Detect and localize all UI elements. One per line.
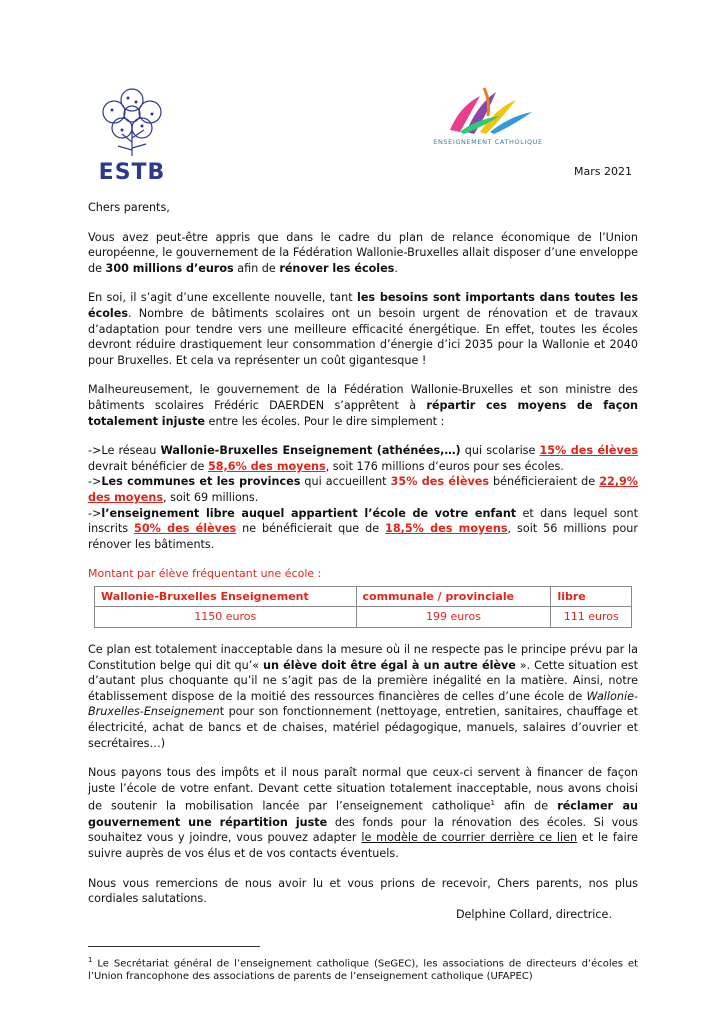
bold-text: les besoins sont importants dans toutes les écoles — [88, 291, 639, 320]
text: afin de — [233, 261, 280, 275]
paragraph-2 — [88, 290, 638, 368]
table-cell: 111 euros — [551, 607, 632, 628]
funding-table — [94, 586, 632, 628]
bullet-item — [88, 474, 638, 505]
bullet-list — [88, 443, 638, 552]
paragraph-1 — [88, 230, 638, 277]
template-letter-link[interactable]: le modèle de courrier derrière ce lien — [361, 831, 578, 845]
text: Nous payons tous des impôts et il nous paraît normal que ceux-ci servent à financer de façon juste l’école de votre enfant. Devant cette situation totalement inacceptable, nous avons choisi de soutenir la mobilisation lancée par l’enseignement catholique — [88, 766, 638, 814]
table-row — [95, 607, 632, 628]
footnote-divider — [88, 946, 260, 947]
paragraph-5 — [88, 765, 638, 861]
text: bénéficieraient de — [488, 475, 600, 489]
text: Malheureusement, le gouvernement de la Fédération Wallonie-Bruxelles et son ministre des bâtiments scolaires Frédéric DAERDEN s’apprêtent à — [88, 383, 638, 412]
table-caption: Montant par élève fréquentant une école : — [88, 567, 322, 581]
text: -> — [88, 506, 102, 520]
estb-logo — [88, 84, 176, 184]
bold-text: rénover les écoles — [279, 261, 395, 275]
tree-icon — [88, 84, 176, 164]
text: , soit 176 millions d’euros pour ses écoles. — [325, 459, 564, 473]
text: entre les écoles. Pour le dire simplement : — [205, 414, 445, 428]
highlight-funds: 58,6% des moyens — [207, 459, 326, 473]
highlight-students: 35% des élèves — [390, 475, 489, 489]
text: qui accueillent — [300, 475, 391, 489]
enseignement-catholique-text: ENSEIGNEMENT CATHOLIQUE — [433, 138, 543, 146]
bullet-item — [88, 506, 638, 553]
bold-text: Wallonie-Bruxelles Enseignement (athénées,…) — [160, 444, 461, 458]
table-header: Wallonie-Bruxelles Enseignement — [95, 586, 357, 607]
bold-text: répartir ces moyens de façon totalement injuste — [88, 398, 638, 428]
text: . — [394, 261, 398, 275]
paragraph-3 — [88, 382, 638, 429]
bold-text: réclamer au gouvernement une répartition juste — [88, 800, 638, 829]
text: En soi, il s’agit d’une excellente nouvelle, tant — [88, 291, 357, 305]
text: devrait bénéficier de — [88, 459, 208, 473]
footnote-ref: 1 — [490, 799, 495, 808]
table-header-row — [95, 586, 632, 607]
footnote — [88, 954, 638, 983]
text: afin de — [494, 800, 558, 814]
letter-body — [88, 200, 638, 922]
greeting: Chers parents, — [88, 201, 170, 214]
text: ». Cette situation est d’autant plus choquante qu’il ne s’agit pas de la première inégalité en la matière. Ainsi, notre établissement dispose de la moitié des ressources financières de celles d’une école de — [88, 658, 638, 703]
text: Vous avez peut-être appris que dans le cadre du plan de relance économique de l’Union européenne, le gouvernement de la Fédération Wallonie-Bruxelles allait disposer d’une enveloppe de — [88, 230, 638, 275]
bold-amount: 300 millions d’euros — [105, 261, 234, 275]
text: ->Le réseau — [88, 444, 161, 458]
paragraph-6: Nous vous remercions de nous avoir lu et vous prions de recevoir, Chers parents, nos plus cordiales salutations. — [88, 876, 638, 906]
text: Ce plan est totalement inacceptable dans la mesure où il ne respecte pas le principe prévu par la Constitution belge qui dit qu’« — [88, 643, 638, 672]
signature: Delphine Collard, directrice. — [455, 907, 612, 921]
highlight-students: 15% des élèves — [539, 444, 638, 458]
text: et dans lequel sont inscrits — [88, 506, 638, 536]
text: , soit 56 millions pour rénover les bâtiments. — [88, 522, 638, 551]
highlight-students: 50% des élèves — [134, 522, 237, 536]
highlight-funds: 18,5% des moyens — [385, 522, 508, 536]
table-cell: 1150 euros — [95, 607, 357, 628]
estb-logo-text: ESTB — [98, 160, 166, 185]
text: . Nombre de bâtiments scolaires ont un besoin urgent de rénovation et de travaux d’adaptation pour tendre vers une meilleure efficacité énergétique. En effet, toutes les écoles devront réduire drastiquement leur consommation d’énergie d’ici 2035 pour la Wallonie et 2040 pour Bruxelles. Et cela va représenter un coût gigantesque ! — [88, 306, 638, 367]
enseignement-catholique-logo — [420, 86, 556, 154]
text: et le faire suivre auprès de vos élus et de vos contacts éventuels. — [88, 831, 638, 860]
text: , soit 69 millions. — [163, 490, 259, 504]
text: -> — [88, 475, 102, 489]
text: t pour son fonctionnement (nettoyage, entretien, sanitaires, chauffage et électricité, achat de bancs et de chaises, matériel pédagogique, manuels, salaires d’ouvrier et secrétaires…) — [88, 705, 638, 750]
bullet-item — [88, 443, 638, 474]
brushstroke-icon — [420, 86, 556, 136]
table-cell: 199 euros — [356, 607, 551, 628]
footnote-number: 1 — [88, 956, 93, 964]
text: des fonds pour la rénovation des écoles. Si vous souhaitez vous y joindre, vous pouvez adapter — [88, 815, 638, 845]
italic-text: Wallonie-Bruxelles-Enseignemen — [88, 689, 638, 719]
bold-text: Les communes et les provinces — [101, 475, 301, 489]
footnote-text: Le Secrétariat général de l’enseignement catholique (SeGEC), les associations de directeurs d’écoles et l’Union francophone des associations de parents de l’enseignement catholique (UFAPEC) — [88, 958, 638, 983]
table-header: libre — [551, 586, 632, 607]
bold-text: l’enseignement libre auquel appartient l’école de votre enfant — [101, 506, 517, 520]
text: qui scolarise — [460, 444, 540, 458]
highlight-funds: 22,9% des moyens — [88, 475, 638, 504]
paragraph-4 — [88, 642, 638, 751]
text: ne bénéficierait que de — [236, 522, 386, 536]
bold-text: un élève doit être égal à un autre élève — [263, 658, 516, 672]
letter-date: Mars 2021 — [574, 165, 632, 178]
table-header: communale / provinciale — [356, 586, 551, 607]
